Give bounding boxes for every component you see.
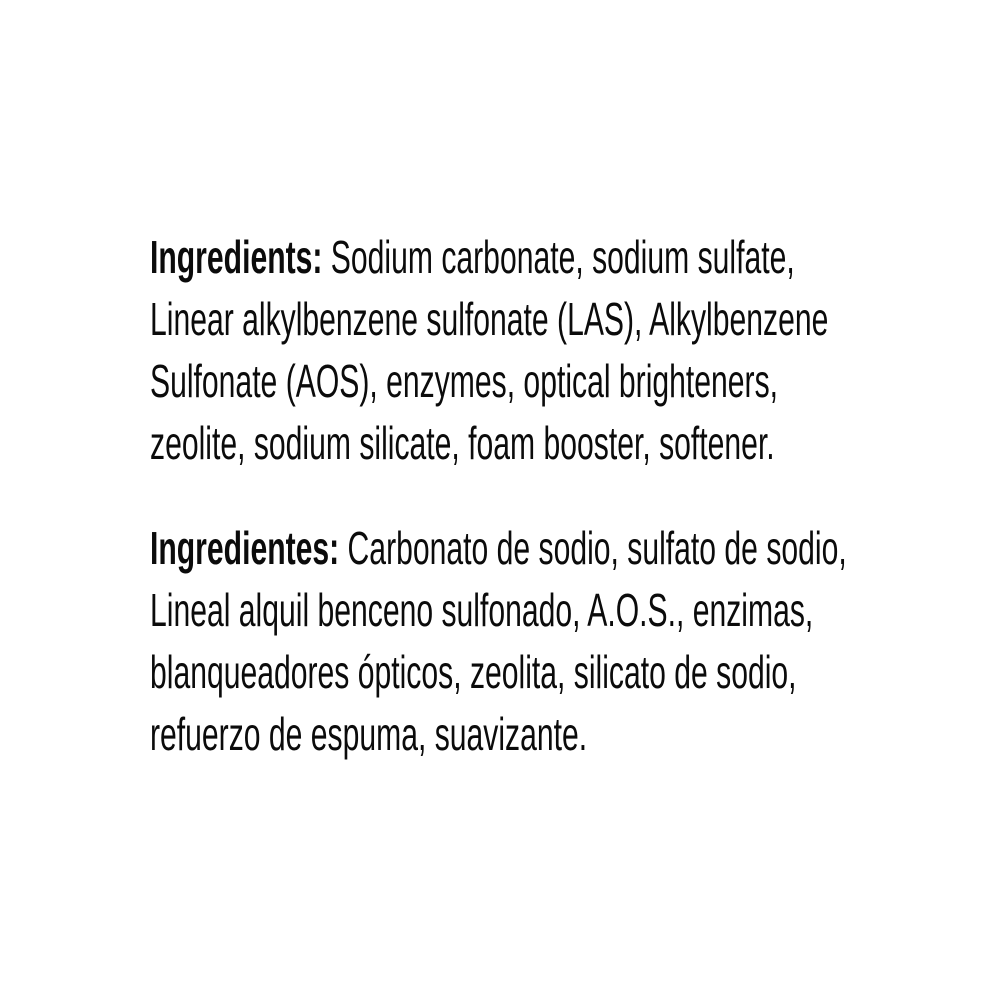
ingredients-paragraph-english: [150, 226, 1000, 474]
ingredients-es-line-1-rest: Carbonato de sodio, sulfato de sodio,: [339, 522, 847, 574]
ingredients-text: [150, 226, 1000, 765]
ingredients-es-line-3: blanqueadores ópticos, zeolita, silicato de sodio,: [150, 646, 797, 698]
ingredients-en-line-1-rest: Sodium carbonate, sodium sulfate,: [322, 231, 795, 283]
ingredients-en-heading: Ingredients:: [150, 231, 323, 283]
ingredients-es-heading: Ingredientes:: [150, 522, 340, 574]
ingredients-en-line-1: [150, 226, 1000, 288]
ingredients-label: [150, 226, 990, 765]
ingredients-paragraph-spanish: [150, 517, 1000, 765]
ingredients-en-line-3: Sulfonate (AOS), enzymes, optical brighteners,: [150, 355, 779, 407]
ingredients-es-line-1: [150, 517, 1000, 579]
ingredients-en-line-2: Linear alkylbenzene sulfonate (LAS), Alkylbenzene: [150, 293, 829, 345]
ingredients-es-line-4: refuerzo de espuma, suavizante.: [150, 708, 588, 760]
ingredients-en-line-4: zeolite, sodium silicate, foam booster, softener.: [150, 417, 775, 469]
ingredients-es-line-2: Lineal alquil benceno sulfonado, A.O.S., enzimas,: [150, 584, 814, 636]
